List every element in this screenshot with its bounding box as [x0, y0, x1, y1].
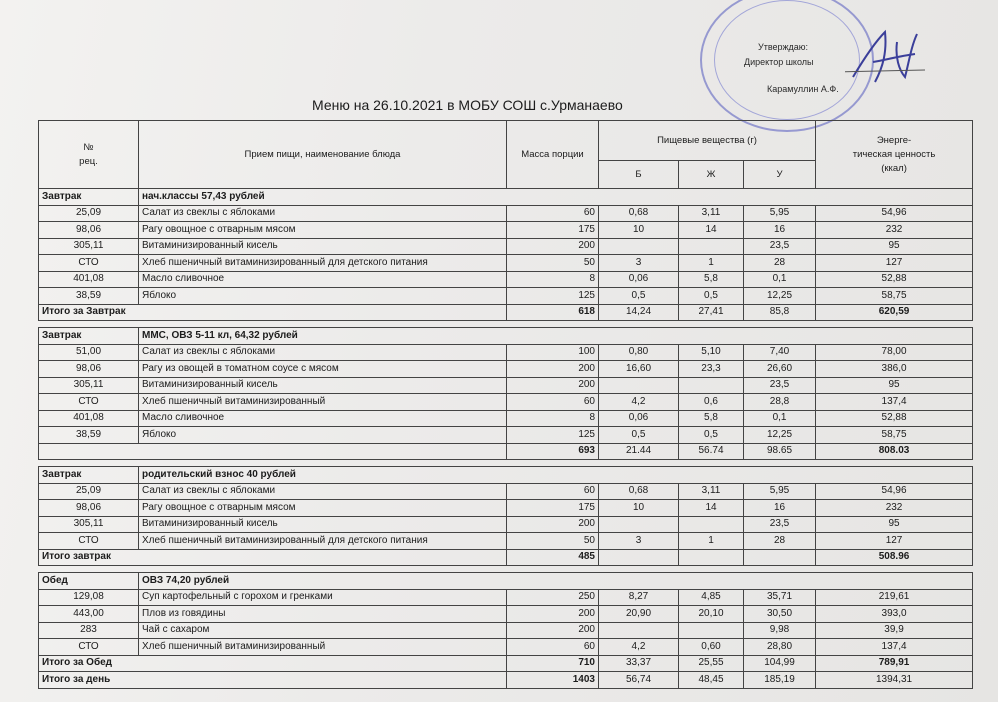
cell-b: 0,5 — [599, 427, 679, 444]
section-label: родительский взнос 40 рублей — [139, 467, 973, 484]
approval-line-3: Карамуллин А.Ф. — [767, 84, 839, 94]
table-row — [39, 589, 973, 606]
cell-mass: 200 — [507, 622, 599, 639]
total-u: 98.65 — [744, 443, 816, 460]
section-header — [39, 467, 973, 484]
cell-mass: 200 — [507, 361, 599, 378]
cell-b — [599, 622, 679, 639]
cell-kcal: 95 — [816, 238, 973, 255]
header-u: У — [744, 161, 816, 189]
cell-kcal: 39,9 — [816, 622, 973, 639]
day-total-u: 185,19 — [744, 672, 816, 689]
cell-zh: 0,5 — [679, 288, 744, 305]
total-b: 33,37 — [599, 655, 679, 672]
section-header — [39, 573, 973, 590]
cell-rec: СТО — [39, 394, 139, 411]
day-total-label: Итого за день — [39, 672, 507, 689]
cell-rec: 38,59 — [39, 288, 139, 305]
cell-b: 8,27 — [599, 589, 679, 606]
cell-kcal: 219,61 — [816, 589, 973, 606]
cell-b: 3 — [599, 255, 679, 272]
cell-u: 12,25 — [744, 288, 816, 305]
cell-b: 0,5 — [599, 288, 679, 305]
header-zh: Ж — [679, 161, 744, 189]
cell-u: 7,40 — [744, 344, 816, 361]
table-row — [39, 361, 973, 378]
cell-kcal: 58,75 — [816, 427, 973, 444]
total-mass: 485 — [507, 549, 599, 566]
cell-b: 16,60 — [599, 361, 679, 378]
cell-mass: 250 — [507, 589, 599, 606]
cell-mass: 60 — [507, 394, 599, 411]
table-row — [39, 500, 973, 517]
cell-zh: 3,11 — [679, 205, 744, 222]
section-meal: Завтрак — [39, 189, 139, 206]
cell-zh: 3,11 — [679, 483, 744, 500]
cell-dish: Витаминизированный кисель — [139, 516, 507, 533]
total-kcal: 808.03 — [816, 443, 973, 460]
cell-dish: Масло сливочное — [139, 271, 507, 288]
total-kcal: 789,91 — [816, 655, 973, 672]
cell-mass: 175 — [507, 500, 599, 517]
section-meal: Завтрак — [39, 328, 139, 345]
table-row — [39, 222, 973, 239]
table-row — [39, 639, 973, 656]
total-u: 104,99 — [744, 655, 816, 672]
cell-dish: Хлеб пшеничный витаминизированный для детского питания — [139, 533, 507, 550]
cell-dish: Рагу овощное с отварным мясом — [139, 500, 507, 517]
cell-u: 28,8 — [744, 394, 816, 411]
cell-b: 10 — [599, 222, 679, 239]
total-b — [599, 549, 679, 566]
cell-kcal: 137,4 — [816, 639, 973, 656]
cell-zh: 5,8 — [679, 410, 744, 427]
cell-rec: 305,11 — [39, 516, 139, 533]
total-label — [39, 443, 507, 460]
cell-mass: 50 — [507, 255, 599, 272]
cell-dish: Яблоко — [139, 427, 507, 444]
cell-kcal: 95 — [816, 377, 973, 394]
cell-kcal: 127 — [816, 533, 973, 550]
cell-zh: 14 — [679, 500, 744, 517]
table-row — [39, 483, 973, 500]
spacer-cell — [39, 460, 973, 467]
cell-zh: 0,60 — [679, 639, 744, 656]
cell-u: 26,60 — [744, 361, 816, 378]
cell-b: 0,06 — [599, 410, 679, 427]
total-zh: 27,41 — [679, 304, 744, 321]
section-label: ММС, ОВЗ 5-11 кл, 64,32 рублей — [139, 328, 973, 345]
spacer-row — [39, 460, 973, 467]
cell-mass: 200 — [507, 516, 599, 533]
cell-dish: Салат из свеклы с яблоками — [139, 483, 507, 500]
cell-dish: Масло сливочное — [139, 410, 507, 427]
total-kcal: 508.96 — [816, 549, 973, 566]
table-body — [39, 189, 973, 689]
cell-zh: 20,10 — [679, 606, 744, 623]
cell-rec: 283 — [39, 622, 139, 639]
cell-kcal: 232 — [816, 222, 973, 239]
cell-kcal: 58,75 — [816, 288, 973, 305]
cell-b: 3 — [599, 533, 679, 550]
cell-zh: 5,10 — [679, 344, 744, 361]
cell-kcal: 137,4 — [816, 394, 973, 411]
cell-u: 35,71 — [744, 589, 816, 606]
cell-rec: 38,59 — [39, 427, 139, 444]
cell-b: 0,80 — [599, 344, 679, 361]
cell-dish: Хлеб пшеничный витаминизированный для детского питания — [139, 255, 507, 272]
menu-table — [38, 120, 973, 689]
cell-kcal: 54,96 — [816, 483, 973, 500]
table-row — [39, 516, 973, 533]
cell-dish: Хлеб пшеничный витаминизированный — [139, 639, 507, 656]
cell-u: 0,1 — [744, 410, 816, 427]
cell-mass: 200 — [507, 606, 599, 623]
cell-mass: 100 — [507, 344, 599, 361]
cell-zh — [679, 622, 744, 639]
cell-b: 0,68 — [599, 483, 679, 500]
cell-u: 23,5 — [744, 516, 816, 533]
total-label: Итого за Обед — [39, 655, 507, 672]
page-title: Меню на 26.10.2021 в МОБУ СОШ с.Урманаево — [312, 97, 623, 113]
cell-dish: Рагу из овощей в томатном соусе с мясом — [139, 361, 507, 378]
cell-rec: 129,08 — [39, 589, 139, 606]
cell-u: 0,1 — [744, 271, 816, 288]
cell-rec: 98,06 — [39, 222, 139, 239]
header-nutrients: Пищевые вещества (г) — [599, 121, 816, 161]
cell-mass: 50 — [507, 533, 599, 550]
table-row — [39, 271, 973, 288]
table-row — [39, 606, 973, 623]
total-zh: 25,55 — [679, 655, 744, 672]
table-row — [39, 622, 973, 639]
cell-mass: 200 — [507, 238, 599, 255]
cell-zh: 23,3 — [679, 361, 744, 378]
cell-mass: 125 — [507, 427, 599, 444]
cell-zh: 5,8 — [679, 271, 744, 288]
spacer-row — [39, 321, 973, 328]
cell-rec: 401,08 — [39, 271, 139, 288]
total-u — [744, 549, 816, 566]
approval-line-1: Утверждаю: — [758, 42, 809, 52]
section-header — [39, 189, 973, 206]
cell-b: 0,68 — [599, 205, 679, 222]
cell-mass: 125 — [507, 288, 599, 305]
cell-dish: Плов из говядины — [139, 606, 507, 623]
total-mass: 693 — [507, 443, 599, 460]
cell-rec: 305,11 — [39, 377, 139, 394]
header-b: Б — [599, 161, 679, 189]
cell-u: 12,25 — [744, 427, 816, 444]
cell-u: 9,98 — [744, 622, 816, 639]
total-zh — [679, 549, 744, 566]
table-row — [39, 238, 973, 255]
cell-dish: Рагу овощное с отварным мясом — [139, 222, 507, 239]
cell-mass: 8 — [507, 410, 599, 427]
table-row — [39, 533, 973, 550]
total-zh: 56.74 — [679, 443, 744, 460]
cell-zh: 0,6 — [679, 394, 744, 411]
cell-rec: 98,06 — [39, 361, 139, 378]
cell-rec: 443,00 — [39, 606, 139, 623]
table-row — [39, 344, 973, 361]
cell-mass: 175 — [507, 222, 599, 239]
table-row — [39, 377, 973, 394]
cell-zh: 1 — [679, 255, 744, 272]
cell-mass: 60 — [507, 205, 599, 222]
cell-u: 5,95 — [744, 483, 816, 500]
cell-kcal: 52,88 — [816, 410, 973, 427]
cell-kcal: 52,88 — [816, 271, 973, 288]
section-meal: Обед — [39, 573, 139, 590]
header-dish: Прием пищи, наименование блюда — [139, 121, 507, 189]
cell-u: 16 — [744, 222, 816, 239]
cell-kcal: 386,0 — [816, 361, 973, 378]
cell-kcal: 95 — [816, 516, 973, 533]
section-label: ОВЗ 74,20 рублей — [139, 573, 973, 590]
cell-u: 16 — [744, 500, 816, 517]
cell-dish: Яблоко — [139, 288, 507, 305]
cell-mass: 200 — [507, 377, 599, 394]
cell-zh — [679, 238, 744, 255]
total-label: Итого за Завтрак — [39, 304, 507, 321]
cell-mass: 60 — [507, 639, 599, 656]
section-meal: Завтрак — [39, 467, 139, 484]
total-mass: 710 — [507, 655, 599, 672]
cell-kcal: 127 — [816, 255, 973, 272]
total-b: 14,24 — [599, 304, 679, 321]
cell-rec: 305,11 — [39, 238, 139, 255]
header-mass: Масса порции — [507, 121, 599, 189]
header-energy: Энерге- тическая ценность (ккал) — [816, 121, 973, 189]
section-label: нач.классы 57,43 рублей — [139, 189, 973, 206]
total-row — [39, 655, 973, 672]
cell-kcal: 78,00 — [816, 344, 973, 361]
cell-u: 28,80 — [744, 639, 816, 656]
cell-zh: 14 — [679, 222, 744, 239]
cell-rec: 25,09 — [39, 483, 139, 500]
cell-b — [599, 238, 679, 255]
table-row — [39, 255, 973, 272]
cell-u: 23,5 — [744, 238, 816, 255]
cell-rec: 51,00 — [39, 344, 139, 361]
cell-rec: СТО — [39, 639, 139, 656]
table-row — [39, 288, 973, 305]
header-rec: № рец. — [39, 121, 139, 189]
cell-kcal: 393,0 — [816, 606, 973, 623]
spacer-row — [39, 566, 973, 573]
cell-rec: 98,06 — [39, 500, 139, 517]
day-total-row — [39, 672, 973, 689]
spacer-cell — [39, 566, 973, 573]
cell-u: 28 — [744, 533, 816, 550]
cell-dish: Суп картофельный с горохом и гренками — [139, 589, 507, 606]
cell-u: 30,50 — [744, 606, 816, 623]
cell-rec: 401,08 — [39, 410, 139, 427]
cell-u: 28 — [744, 255, 816, 272]
cell-dish: Салат из свеклы с яблоками — [139, 344, 507, 361]
table-header — [39, 121, 973, 189]
cell-b: 4,2 — [599, 394, 679, 411]
cell-kcal: 232 — [816, 500, 973, 517]
cell-zh: 4,85 — [679, 589, 744, 606]
spacer-cell — [39, 321, 973, 328]
total-kcal: 620,59 — [816, 304, 973, 321]
day-total-kcal: 1394,31 — [816, 672, 973, 689]
cell-b — [599, 377, 679, 394]
cell-mass: 60 — [507, 483, 599, 500]
cell-dish: Чай с сахаром — [139, 622, 507, 639]
day-total-zh: 48,45 — [679, 672, 744, 689]
cell-u: 23,5 — [744, 377, 816, 394]
day-total-b: 56,74 — [599, 672, 679, 689]
table-row — [39, 410, 973, 427]
cell-b: 10 — [599, 500, 679, 517]
cell-rec: СТО — [39, 255, 139, 272]
total-u: 85,8 — [744, 304, 816, 321]
total-row — [39, 549, 973, 566]
cell-zh: 0,5 — [679, 427, 744, 444]
cell-rec: 25,09 — [39, 205, 139, 222]
cell-kcal: 54,96 — [816, 205, 973, 222]
table-row — [39, 427, 973, 444]
cell-dish: Витаминизированный кисель — [139, 238, 507, 255]
table-row — [39, 205, 973, 222]
cell-rec: СТО — [39, 533, 139, 550]
cell-zh: 1 — [679, 533, 744, 550]
cell-dish: Витаминизированный кисель — [139, 377, 507, 394]
total-row — [39, 443, 973, 460]
total-row — [39, 304, 973, 321]
cell-b: 4,2 — [599, 639, 679, 656]
cell-zh — [679, 516, 744, 533]
cell-zh — [679, 377, 744, 394]
section-header — [39, 328, 973, 345]
director-signature — [845, 22, 925, 92]
day-total-mass: 1403 — [507, 672, 599, 689]
cell-b: 20,90 — [599, 606, 679, 623]
cell-u: 5,95 — [744, 205, 816, 222]
cell-dish: Салат из свеклы с яблоками — [139, 205, 507, 222]
total-b: 21.44 — [599, 443, 679, 460]
approval-line-2: Директор школы — [744, 57, 814, 67]
total-label: Итого завтрак — [39, 549, 507, 566]
cell-b: 0,06 — [599, 271, 679, 288]
cell-dish: Хлеб пшеничный витаминизированный — [139, 394, 507, 411]
table-row — [39, 394, 973, 411]
cell-mass: 8 — [507, 271, 599, 288]
total-mass: 618 — [507, 304, 599, 321]
cell-b — [599, 516, 679, 533]
